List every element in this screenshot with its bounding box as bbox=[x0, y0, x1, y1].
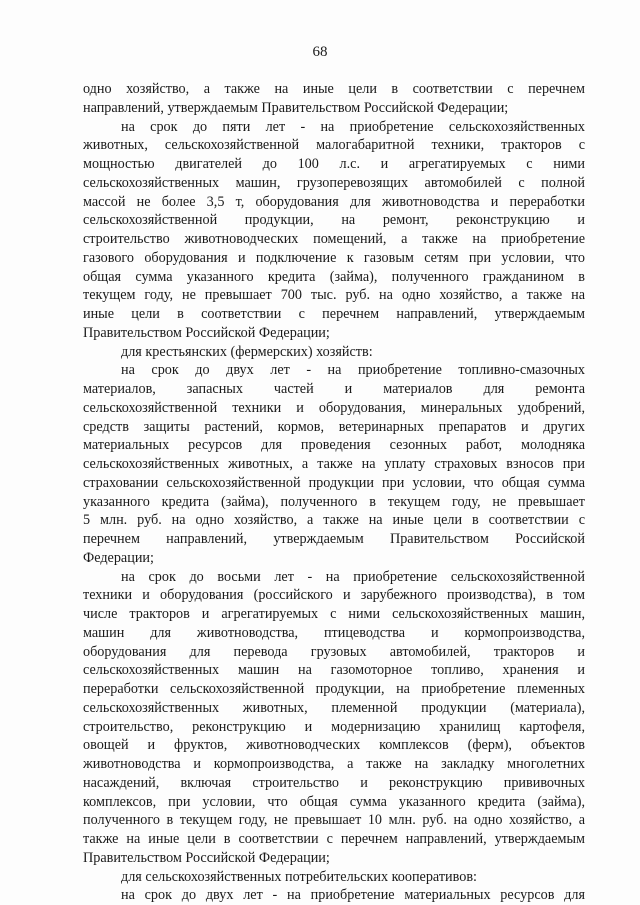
text-line: Правительством Российской Федерации; bbox=[83, 324, 330, 341]
page-number: 68 bbox=[312, 44, 328, 60]
text-line: одно хозяйство, а также на иные цели в соответствии с перечнем bbox=[83, 81, 585, 97]
text-line: машин для животноводства, птицеводства и кормопроизводства, bbox=[83, 624, 585, 641]
text-line: Правительством Российской Федерации; bbox=[83, 849, 330, 866]
text-line: сельскохозяйственных животных, а также на уплату страховых взносов при bbox=[83, 456, 585, 472]
text-line: перечнем направлений, утверждаемым Правительством Российской bbox=[83, 531, 585, 547]
text-line: числе тракторов и агрегатируемых с ними сельскохозяйственных машин, bbox=[83, 606, 585, 622]
body-text bbox=[83, 80, 585, 905]
text-line: на срок до двух лет - на приобретение материальных ресурсов для bbox=[121, 887, 585, 904]
text-line: полученного в текущем году, не превышает 10 млн. руб. на одно хозяйство, а bbox=[83, 812, 585, 829]
text-line: 5 млн. руб. на одно хозяйство, а также на иные цели в соответствии с bbox=[83, 512, 585, 529]
text-line: материалов, запасных частей и материалов для ремонта bbox=[83, 381, 585, 397]
text-line: направлений, утверждаемым Правительством Российской Федерации; bbox=[83, 99, 509, 116]
text-line: переработки сельскохозяйственной продукции, на приобретение племенных bbox=[83, 681, 585, 697]
text-line: общая сумма указанного кредита (займа), полученного гражданином в bbox=[83, 268, 585, 285]
text-line: сельскохозяйственной продукции, на ремонт, реконструкцию и bbox=[83, 212, 585, 229]
text-line: техники и оборудования (российского и зарубежного производства), в том bbox=[83, 587, 585, 604]
text-line: текущем году, не превышает 700 тыс. руб. на одно хозяйство, а также на bbox=[83, 287, 585, 304]
text-line: средств защиты растений, кормов, ветеринарных препаратов и других bbox=[83, 418, 585, 435]
text-line: иные цели в соответствии с перечнем направлений, утверждаемым bbox=[83, 306, 585, 322]
text-line: страховании сельскохозяйственной продукции при условии, что общая сумма bbox=[83, 474, 585, 491]
text-line: оборудования для перевода грузовых автомобилей, тракторов и bbox=[83, 643, 585, 660]
text-line: материальных ресурсов для проведения сезонных работ, молодняка bbox=[83, 437, 585, 454]
text-line: сельскохозяйственных животных, племенной продукции (материала), bbox=[83, 699, 585, 716]
text-line: насаждений, включая строительство и реконструкцию прививочных bbox=[83, 774, 585, 791]
text-line: на срок до двух лет - на приобретение топливно-смазочных bbox=[121, 362, 585, 379]
text-line: сельскохозяйственной техники и оборудования, минеральных удобрений, bbox=[83, 399, 585, 416]
text-line: на срок до пяти лет - на приобретение сельскохозяйственных bbox=[121, 118, 585, 135]
text-line: сельскохозяйственных машин на газомоторное топливо, хранения и bbox=[83, 662, 585, 679]
text-line: строительство животноводческих помещений, а также на приобретение bbox=[83, 231, 585, 247]
text-line: животноводства и кормопроизводства, а также на закладку многолетних bbox=[83, 756, 585, 772]
text-line: массой не более 3,5 т, оборудования для животноводства и переработки bbox=[83, 193, 585, 210]
text-line: овощей и фруктов, животноводческих комплексов (ферм), объектов bbox=[83, 737, 585, 754]
text-line: на срок до восьми лет - на приобретение сельскохозяйственной bbox=[121, 568, 585, 585]
text-line: мощностью двигателей до 100 л.с. и агрегатируемых с ними bbox=[83, 156, 585, 172]
text-line: животных, сельскохозяйственной малогабаритной техники, тракторов с bbox=[83, 137, 585, 154]
text-line: сельскохозяйственных машин, грузоперевозящих автомобилей с полной bbox=[83, 174, 585, 191]
text-line: также на иные цели в соответствии с перечнем направлений, утверждаемым bbox=[83, 831, 585, 847]
text-line: Федерации; bbox=[83, 549, 154, 566]
text-line: для крестьянских (фермерских) хозяйств: bbox=[121, 343, 373, 360]
text-line: для сельскохозяйственных потребительских кооперативов: bbox=[121, 868, 477, 885]
text-line: указанного кредита (займа), полученного в текущем году, не превышает bbox=[83, 493, 585, 510]
text-line: газового оборудования и подключение к газовым сетям при условии, что bbox=[83, 249, 585, 266]
text-line: строительство, реконструкцию и модернизацию хранилищ картофеля, bbox=[83, 718, 585, 735]
text-line: комплексов, при условии, что общая сумма указанного кредита (займа), bbox=[83, 793, 585, 810]
